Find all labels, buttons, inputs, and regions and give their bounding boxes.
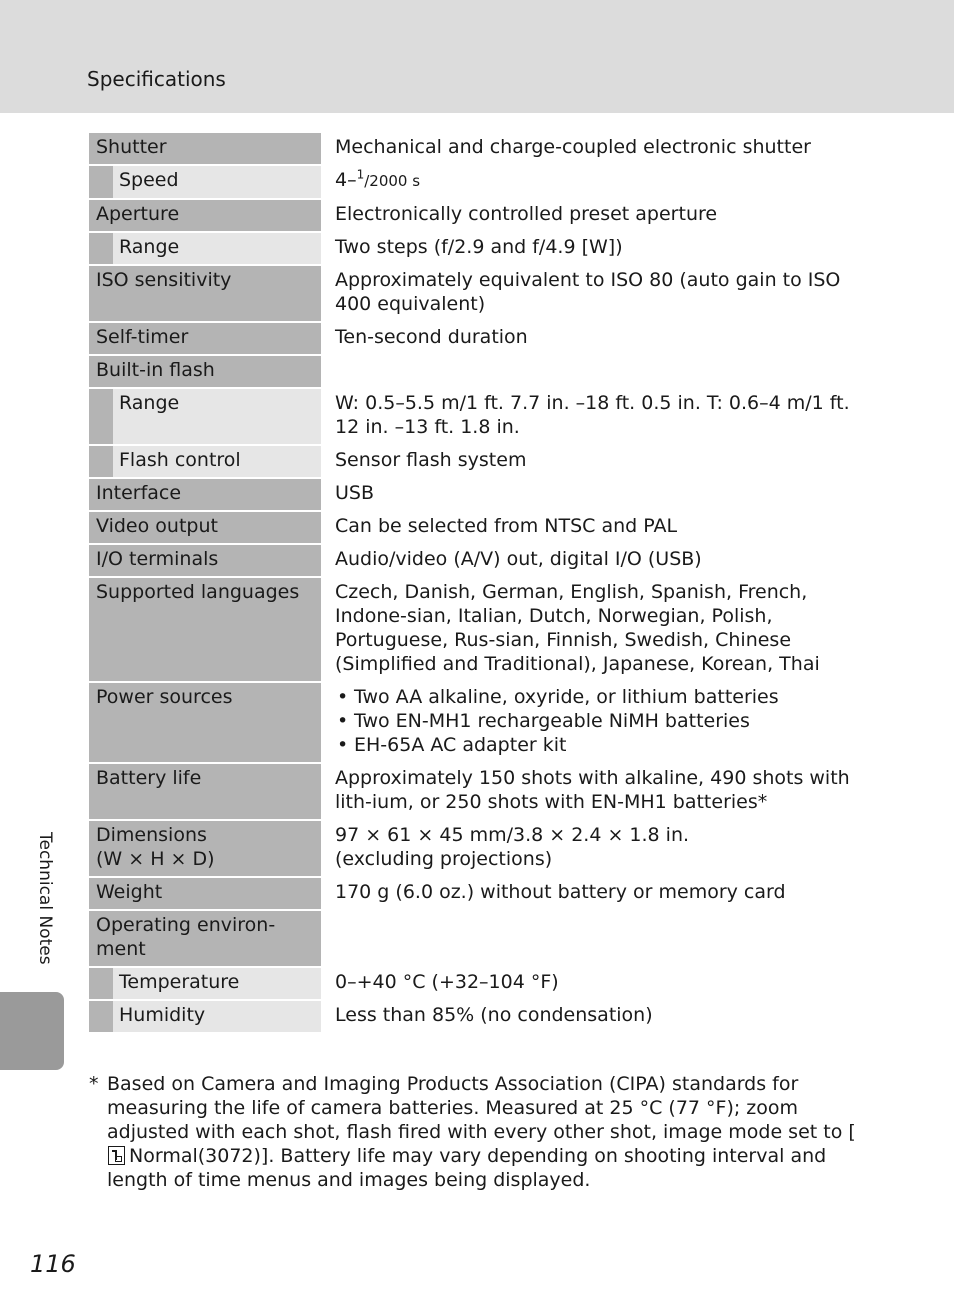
dimensions-value-line: (excluding projections)	[335, 848, 553, 870]
footnote-text	[89, 1072, 864, 1192]
spec-label: Power sources	[89, 683, 321, 762]
spec-row-iso	[89, 266, 860, 321]
spec-label: Humidity	[113, 1001, 321, 1032]
spec-label: Range	[113, 233, 321, 264]
spec-label	[89, 821, 321, 876]
spec-label: I/O terminals	[89, 545, 321, 576]
spec-value: W: 0.5–5.5 m/1 ft. 7.7 in. –18 ft. 0.5 in. T: 0.6–4 m/1 ft. 12 in. –13 ft. 1.8 in.	[335, 392, 850, 438]
spec-value: Approximately 150 shots with alkaline, 490 shots with lith-ium, or 250 shots with EN-MH1 batteries*	[335, 767, 850, 813]
spec-value: Two steps (f/2.9 and f/4.9 [W])	[335, 236, 623, 258]
spec-row-battery-life	[89, 764, 860, 819]
section-tab-label: Technical Notes	[35, 832, 55, 965]
spec-value: Mechanical and charge-coupled electronic shutter	[335, 136, 811, 158]
spec-value: Ten-second duration	[335, 326, 528, 348]
spec-row-weight	[89, 878, 860, 909]
spec-value: 0–+40 °C (+32–104 °F)	[335, 971, 559, 993]
spec-row-io-terminals	[89, 545, 860, 576]
spec-label: Shutter	[89, 133, 321, 164]
footnote-text-part: Based on Camera and Imaging Products Association (CIPA) standards for measuring the life of camera batteries. Measured at 25 °C (77 °F); zoom adjusted with each shot, flash fired with every other shot, image mode set to [	[107, 1073, 856, 1143]
spec-label: Self-timer	[89, 323, 321, 354]
page-title: Specifications	[87, 67, 226, 91]
spec-row-shutter	[89, 133, 860, 164]
spec-value: Audio/video (A/V) out, digital I/O (USB)	[335, 548, 702, 570]
spec-row-flash-range	[89, 389, 860, 444]
image-mode-normal-icon	[108, 1146, 125, 1165]
spec-value: Approximately equivalent to ISO 80 (auto gain to ISO 400 equivalent)	[335, 269, 841, 315]
spec-label: Temperature	[113, 968, 321, 999]
list-item: • EH-65A AC adapter kit	[335, 733, 860, 757]
spec-value: Sensor flash system	[335, 449, 527, 471]
footnote-text-part: Normal(3072)]. Battery life may vary depending on shooting interval and length of time menus and images being displayed.	[107, 1145, 827, 1191]
page-number: 116	[30, 1250, 76, 1278]
spec-value: USB	[335, 482, 375, 504]
spec-value: Czech, Danish, German, English, Spanish, French, Indone-sian, Italian, Dutch, Norwegian, Polish, Portuguese, Rus-sian, Finnish, Swedish, Chinese (Simplified and Traditional), Japanese, Korean, Thai	[335, 581, 820, 675]
dimensions-label-line: Dimensions	[96, 824, 207, 846]
spec-row-temperature	[89, 968, 860, 999]
spec-value	[325, 166, 860, 198]
speed-numerator: 1	[356, 167, 365, 182]
spec-value: Less than 85% (no condensation)	[335, 1004, 653, 1026]
spec-row-languages	[89, 578, 860, 681]
power-source-list	[335, 685, 860, 757]
section-tab-marker	[0, 992, 64, 1070]
spec-row-self-timer	[89, 323, 860, 354]
page-header	[0, 0, 954, 113]
spec-row-aperture-range	[89, 233, 860, 264]
spec-label: Speed	[113, 166, 321, 198]
spec-row-operating-environment	[89, 911, 860, 966]
spec-label: Interface	[89, 479, 321, 510]
spec-row-interface	[89, 479, 860, 510]
dimensions-label-line: (W × H × D)	[96, 848, 215, 870]
list-item: • Two AA alkaline, oxyride, or lithium batteries	[335, 685, 860, 709]
spec-label: Supported languages	[89, 578, 321, 681]
spec-value	[325, 683, 860, 762]
footnote	[89, 1072, 864, 1192]
spec-label: Flash control	[113, 446, 321, 477]
spec-row-video-output	[89, 512, 860, 543]
spec-value: 170 g (6.0 oz.) without battery or memory card	[335, 881, 786, 903]
speed-prefix: 4–	[335, 169, 357, 191]
spec-label: Aperture	[89, 200, 321, 231]
speed-denominator: /2000 s	[364, 172, 421, 190]
spec-row-dimensions	[89, 821, 860, 876]
dimensions-value-line: 97 × 61 × 45 mm/3.8 × 2.4 × 1.8 in.	[335, 824, 690, 846]
specifications-table	[89, 133, 860, 1034]
spec-label: ISO sensitivity	[89, 266, 321, 321]
spec-label: Video output	[89, 512, 321, 543]
spec-row-humidity	[89, 1001, 860, 1032]
spec-row-shutter-speed	[89, 166, 860, 198]
spec-row-flash	[89, 356, 860, 387]
spec-value: Electronically controlled preset aperture	[335, 203, 718, 225]
spec-label: Built-in flash	[89, 356, 321, 387]
spec-row-flash-control	[89, 446, 860, 477]
spec-label: Weight	[89, 878, 321, 909]
spec-label: Range	[113, 389, 321, 444]
spec-value: Can be selected from NTSC and PAL	[335, 515, 678, 537]
spec-label: Battery life	[89, 764, 321, 819]
spec-row-power-sources	[89, 683, 860, 762]
spec-value	[325, 821, 860, 876]
spec-row-aperture	[89, 200, 860, 231]
footnote-marker: *	[89, 1073, 99, 1095]
spec-label: Operating environ-ment	[89, 911, 321, 966]
list-item: • Two EN-MH1 rechargeable NiMH batteries	[335, 709, 860, 733]
